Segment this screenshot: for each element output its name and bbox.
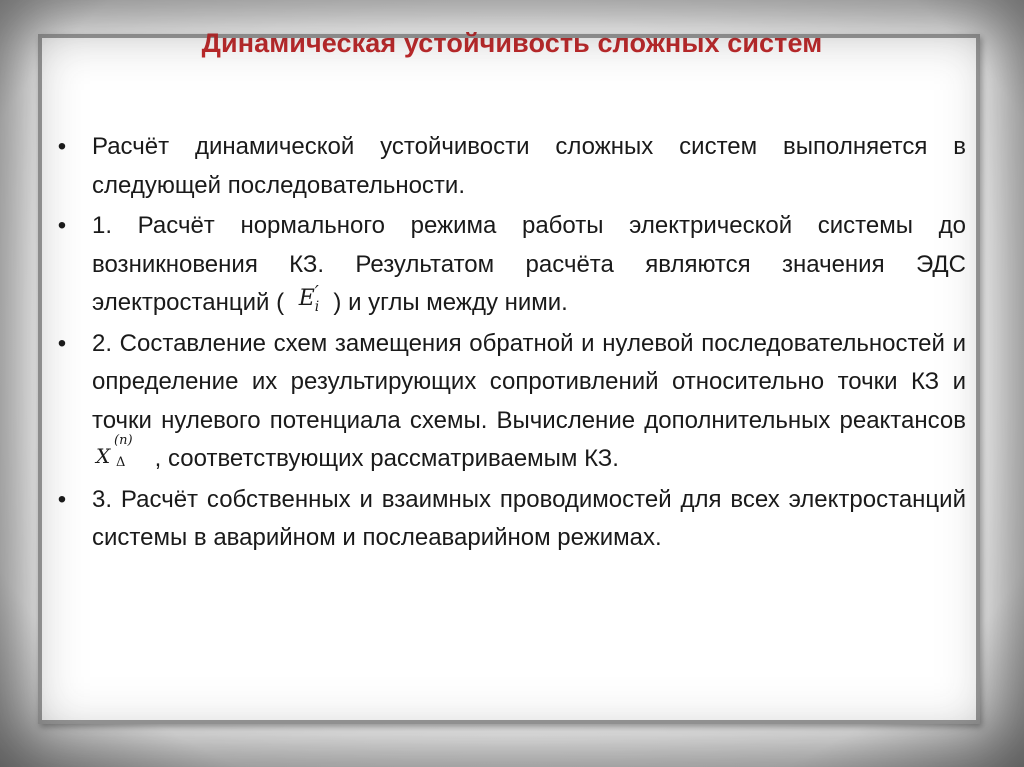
- bullet-list: [52, 128, 966, 560]
- bullet-marker: •: [57, 485, 67, 513]
- formula-emf: [291, 282, 327, 316]
- formula-superscript: (n): [114, 433, 133, 448]
- item-text: 1. Расчёт нормального режима работы электрической системы до возникновения КЗ. Результатом расчёта являются значения ЭДС электростанций (: [92, 212, 966, 316]
- list-item: [52, 128, 966, 205]
- bullet-marker: •: [57, 329, 67, 357]
- formula-subscript: i: [314, 299, 320, 315]
- item-text-after: ) и углы между ними.: [333, 289, 568, 316]
- bullet-marker: •: [57, 133, 67, 160]
- list-item: [52, 325, 966, 479]
- formula-subscript: Δ: [116, 455, 126, 470]
- item-text: Расчёт динамической устойчивости сложных систем выполняется в следующей последовательности.: [92, 133, 966, 199]
- item-text: 3. Расчёт собственных и взаимных проводимостей для всех электростанций системы в аварийном и послеаварийном режимах.: [92, 485, 966, 551]
- item-text: 2. Составление схем замещения обратной и нулевой последовательностей и определение их результирующих сопротивлений относительно точки КЗ и точки нулевого потенциала схемы. Вычисление дополнительных реактансов: [92, 329, 966, 434]
- list-item: [52, 207, 966, 323]
- slide-title: Динамическая устойчивость сложных систем: [201, 28, 823, 58]
- formula-prime: ′: [314, 282, 319, 303]
- bullet-marker: •: [57, 212, 67, 239]
- formula-base: X: [96, 444, 111, 468]
- formula-base: E: [298, 286, 315, 311]
- item-text-after: , соответствующих рассматриваемым КЗ.: [154, 445, 619, 472]
- list-item: [52, 481, 966, 558]
- formula-reactance: [92, 433, 148, 472]
